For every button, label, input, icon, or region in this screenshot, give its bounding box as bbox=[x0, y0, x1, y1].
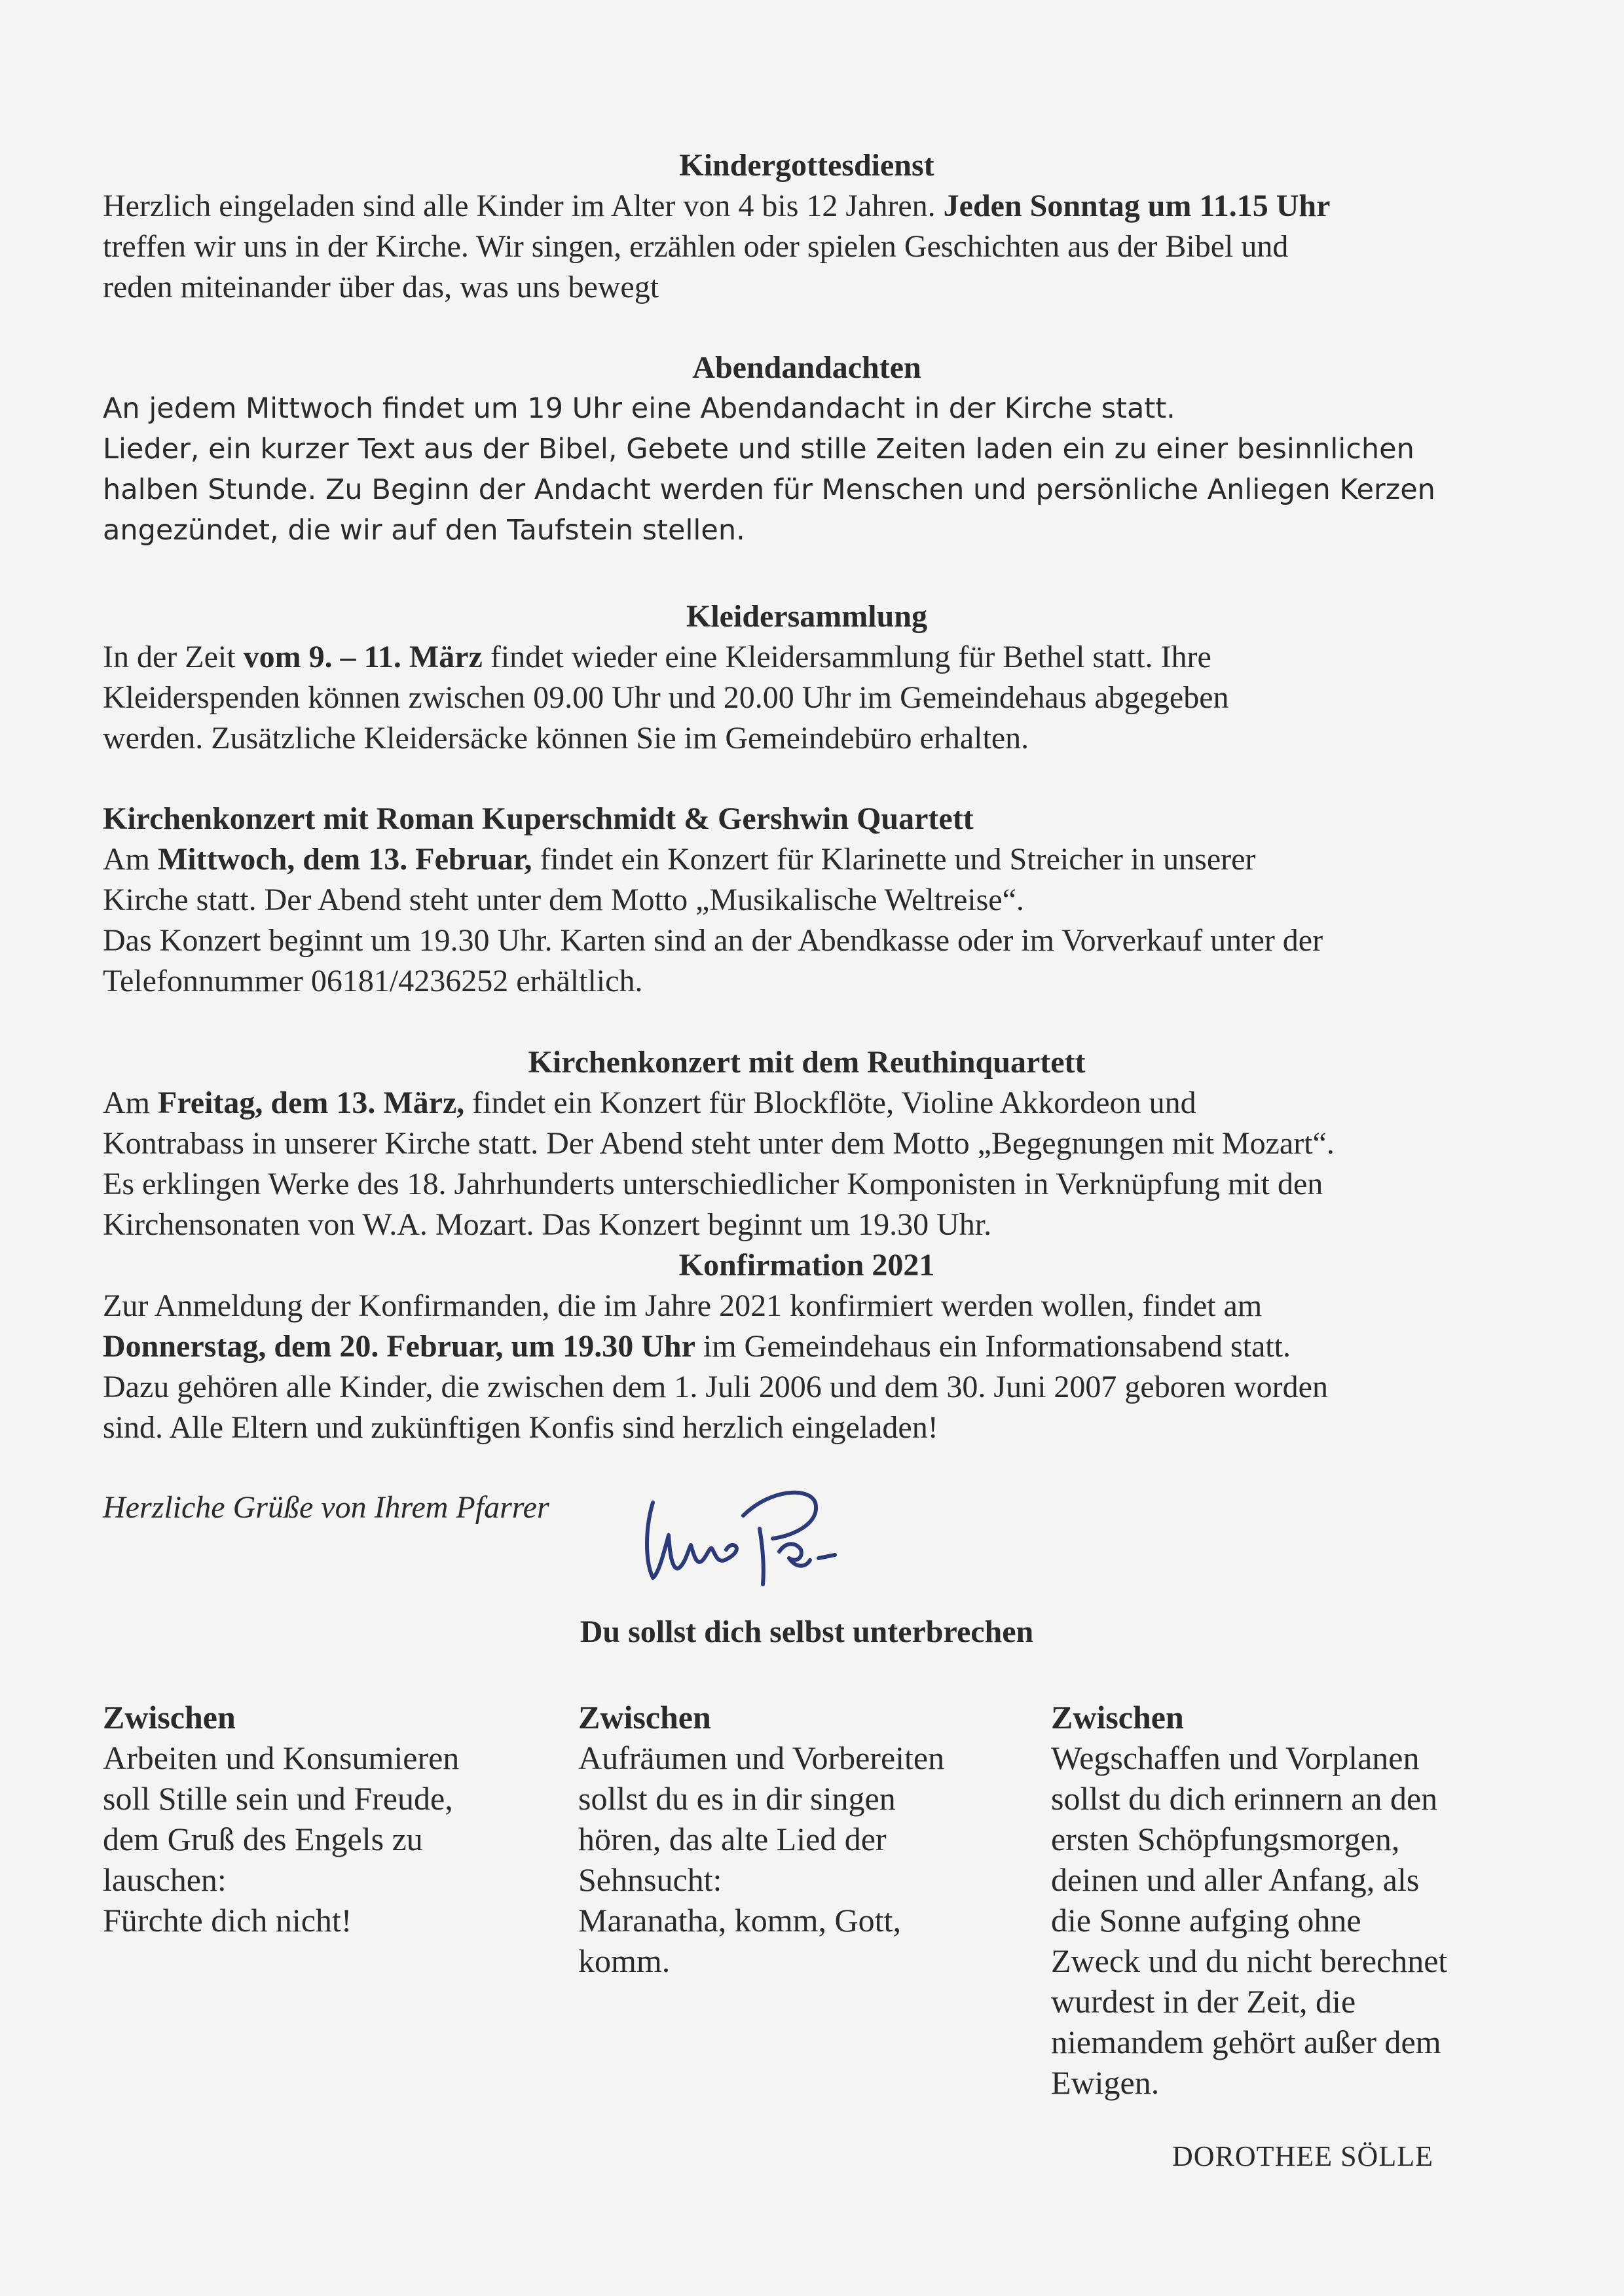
bold-text: Donnerstag, dem 20. Februar, um 19.30 Uhr bbox=[103, 1329, 695, 1364]
poem-line: Wegschaffen und Vorplanen bbox=[1051, 1740, 1420, 1776]
paragraph-line: halben Stunde. Zu Beginn der Andacht werden für Menschen und persönliche Anliegen Kerzen bbox=[103, 473, 1435, 506]
poem-line: komm. bbox=[578, 1942, 671, 1979]
paragraph-line: Es erklingen Werke des 18. Jahrhunderts unterschiedlicher Komponisten in Verknüpfung mit den bbox=[103, 1167, 1323, 1201]
section-title: Kleidersammlung bbox=[686, 599, 927, 634]
paragraph-line bbox=[103, 1083, 1511, 1123]
poem-line: sollst du dich erinnern an den bbox=[1051, 1780, 1438, 1817]
text: In der Zeit bbox=[103, 640, 244, 674]
text: Herzlich eingeladen sind alle Kinder im Alter von 4 bis 12 Jahren. bbox=[103, 189, 944, 223]
poem-line: deinen und aller Anfang, als bbox=[1051, 1861, 1420, 1898]
section-konzert-reuthin bbox=[103, 1042, 1511, 1448]
section-title: Kirchenkonzert mit dem Reuthinquartett bbox=[528, 1045, 1086, 1080]
poem-line: Ewigen. bbox=[1051, 2064, 1160, 2101]
paragraph-line: Dazu gehören alle Kinder, die zwischen dem 1. Juli 2006 und dem 30. Juni 2007 geboren worden bbox=[103, 1370, 1328, 1404]
poem-line: Zweck und du nicht berechnet bbox=[1051, 1942, 1448, 1979]
section-abendandachten bbox=[103, 348, 1511, 551]
paragraph-line: angezündet, die wir auf den Taufstein stellen. bbox=[103, 514, 745, 547]
bold-text: Mittwoch, dem 13. Februar, bbox=[158, 842, 532, 877]
paragraph-line: An jedem Mittwoch findet um 19 Uhr eine Abendandacht in der Kirche statt. bbox=[103, 392, 1175, 425]
bold-text: Freitag, dem 13. März, bbox=[158, 1085, 465, 1120]
paragraph-line: Zur Anmeldung der Konfirmanden, die im Jahre 2021 konfirmiert werden wollen, findet am bbox=[103, 1288, 1263, 1323]
poem-title: Du sollst dich selbst unterbrechen bbox=[580, 1614, 1034, 1649]
paragraph-line: Kontrabass in unserer Kirche statt. Der Abend steht unter dem Motto „Begegnungen mit Mozart“. bbox=[103, 1126, 1335, 1161]
paragraph-line bbox=[103, 839, 1511, 880]
stanza-heading: Zwischen bbox=[103, 1699, 236, 1736]
poem-line: die Sonne aufging ohne bbox=[1051, 1902, 1361, 1939]
poem-title-block bbox=[103, 1612, 1511, 1652]
section-title: Kindergottesdienst bbox=[679, 148, 934, 183]
paragraph-line bbox=[103, 186, 1511, 227]
section-kindergottesdienst bbox=[103, 145, 1511, 308]
poem-line: Maranatha, komm, Gott, bbox=[578, 1902, 901, 1939]
paragraph-line: sind. Alle Eltern und zukünftigen Konfis sind herzlich eingeladen! bbox=[103, 1410, 938, 1445]
text: Am bbox=[103, 1085, 158, 1120]
text: Am bbox=[103, 842, 158, 877]
paragraph-line: Telefonnummer 06181/4236252 erhältlich. bbox=[103, 964, 643, 998]
poem-column-2 bbox=[578, 1697, 1024, 1981]
greeting-text: Herzliche Grüße von Ihrem Pfarrer bbox=[103, 1490, 549, 1525]
text: findet ein Konzert für Klarinette und Streicher in unserer bbox=[532, 842, 1256, 877]
paragraph-line: Kleiderspenden können zwischen 09.00 Uhr und 20.00 Uhr im Gemeindehaus abgegeben bbox=[103, 680, 1229, 715]
poem-line: Fürchte dich nicht! bbox=[103, 1902, 352, 1939]
stanza-heading: Zwischen bbox=[578, 1699, 711, 1736]
paragraph-line bbox=[103, 637, 1511, 678]
poem-line: lauschen: bbox=[103, 1861, 227, 1898]
paragraph-line bbox=[103, 1326, 1511, 1367]
section-title: Abendandachten bbox=[692, 350, 921, 385]
section-kleidersammlung bbox=[103, 596, 1511, 759]
section-title: Kirchenkonzert mit Roman Kuperschmidt & Gershwin Quartett bbox=[103, 801, 974, 836]
text: im Gemeindehaus ein Informationsabend statt. bbox=[695, 1329, 1291, 1364]
poem-column-3 bbox=[1051, 1697, 1562, 2103]
section-konzert-gershwin bbox=[103, 799, 1511, 1002]
pastor-signature bbox=[638, 1476, 887, 1594]
bold-text: vom 9. – 11. März bbox=[243, 640, 483, 674]
text: findet ein Konzert für Blockflöte, Violine Akkordeon und bbox=[464, 1085, 1196, 1120]
paragraph-line: treffen wir uns in der Kirche. Wir singen, erzählen oder spielen Geschichten aus der Bibel und bbox=[103, 229, 1289, 264]
stanza-heading: Zwischen bbox=[1051, 1699, 1184, 1736]
paragraph-line: Lieder, ein kurzer Text aus der Bibel, Gebete und stille Zeiten laden ein zu einer besinnlichen bbox=[103, 433, 1414, 465]
bold-text: Jeden Sonntag um 11.15 Uhr bbox=[943, 189, 1331, 223]
poem-line: dem Gruß des Engels zu bbox=[103, 1821, 423, 1857]
section-title: Konfirmation 2021 bbox=[678, 1248, 935, 1283]
paragraph-line: werden. Zusätzliche Kleidersäcke können Sie im Gemeindebüro erhalten. bbox=[103, 721, 1029, 756]
poem-line: wurdest in der Zeit, die bbox=[1051, 1983, 1356, 2020]
poem-line: Sehnsucht: bbox=[578, 1861, 722, 1898]
paragraph-line: Kirchensonaten von W.A. Mozart. Das Konzert beginnt um 19.30 Uhr. bbox=[103, 1207, 992, 1242]
poem-column-1 bbox=[103, 1697, 548, 1941]
poem-line: Arbeiten und Konsumieren bbox=[103, 1740, 460, 1776]
poem-line: ersten Schöpfungsmorgen, bbox=[1051, 1821, 1400, 1857]
poem-line: hören, das alte Lied der bbox=[578, 1821, 887, 1857]
poem-author: DOROTHEE SÖLLE bbox=[1172, 2140, 1433, 2172]
paragraph-line: reden miteinander über das, was uns bewegt bbox=[103, 270, 659, 304]
paragraph-line: Das Konzert beginnt um 19.30 Uhr. Karten sind an der Abendkasse oder im Vorverkauf unter der bbox=[103, 923, 1323, 958]
poem-line: soll Stille sein und Freude, bbox=[103, 1780, 453, 1817]
paragraph-line: Kirche statt. Der Abend steht unter dem Motto „Musikalische Weltreise“. bbox=[103, 883, 1024, 917]
poem-line: sollst du es in dir singen bbox=[578, 1780, 896, 1817]
text: findet wieder eine Kleidersammlung für Bethel statt. Ihre bbox=[482, 640, 1211, 674]
poem-line: niemandem gehört außer dem bbox=[1051, 2024, 1441, 2060]
poem-line: Aufräumen und Vorbereiten bbox=[578, 1740, 945, 1776]
